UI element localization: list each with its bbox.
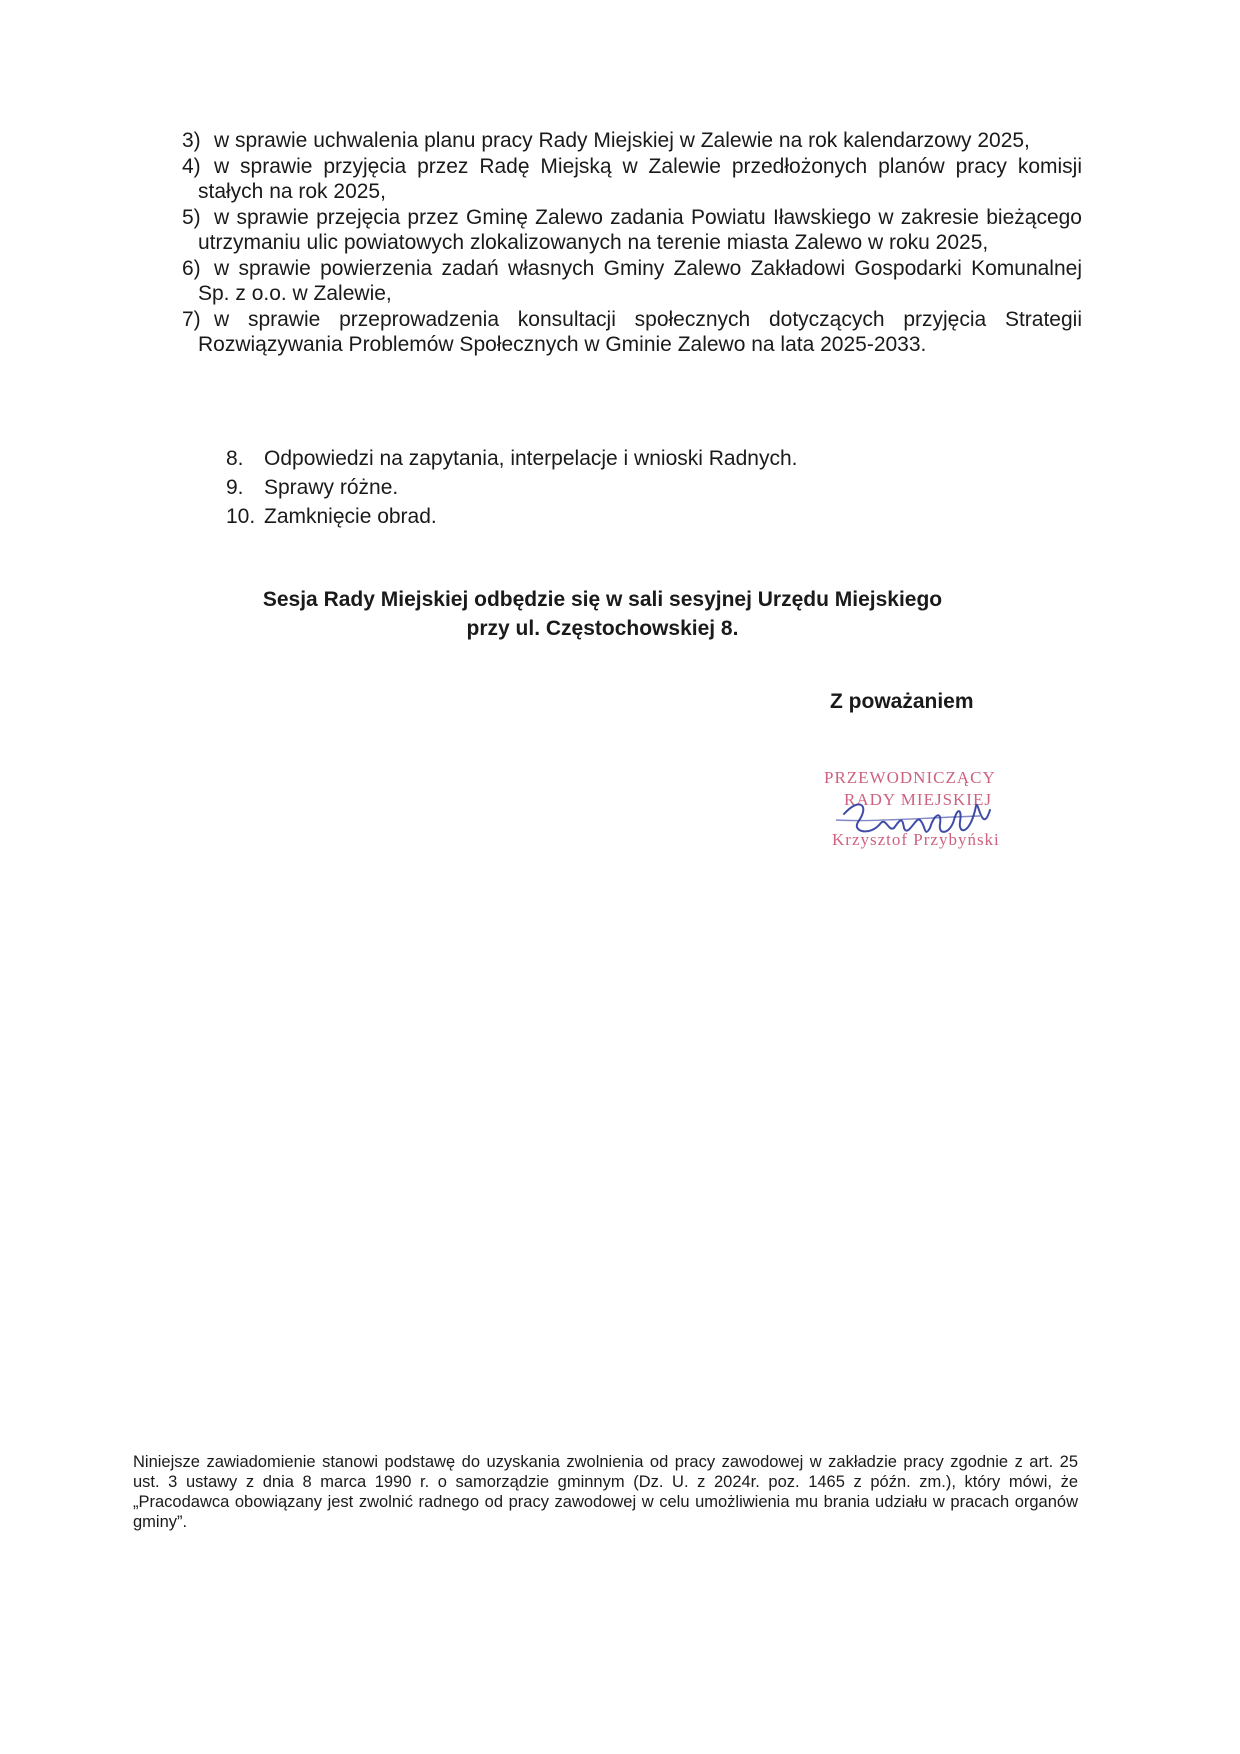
item-number: 8. — [226, 447, 244, 470]
stamp-name: Krzysztof Przybyński — [832, 830, 1000, 849]
item-number: 5) — [182, 206, 201, 229]
stamp-council: RADY MIEJSKIEJ — [844, 790, 992, 809]
closing-regards: Z poważaniem — [830, 690, 974, 713]
item-text: w sprawie przeprowadzenia konsultacji społecznych dotyczących przyjęcia Strategii Rozwiązywania Problemów Społecznych w Gminie Zalewo na lata 2025-2033. — [198, 308, 1082, 356]
stamp-title: PRZEWODNICZĄCY — [824, 768, 996, 787]
venue-line-1: Sesja Rady Miejskiej odbędzie się w sali sesyjnej Urzędu Miejskiego — [262, 588, 943, 611]
item-text: w sprawie powierzenia zadań własnych Gminy Zalewo Zakładowi Gospodarki Komunalnej Sp. z o.o. w Zalewie, — [198, 257, 1082, 305]
list-item — [182, 307, 1082, 357]
list-item — [226, 444, 797, 473]
list-item — [226, 502, 797, 531]
session-venue — [180, 585, 1025, 643]
item-number: 4) — [182, 155, 201, 178]
item-text: w sprawie przejęcia przez Gminę Zalewo zadania Powiatu Iławskiego w zakresie bieżącego utrzymaniu ulic powiatowych zlokalizowanych na terenie miasta Zalewo w roku 2025, — [198, 206, 1082, 254]
item-number: 3) — [182, 129, 201, 152]
item-number: 7) — [182, 308, 201, 331]
item-text: Zamknięcie obrad. — [264, 505, 437, 528]
venue-line-2: przy ul. Częstochowskiej 8. — [466, 617, 739, 640]
item-text: w sprawie uchwalenia planu pracy Rady Miejskiej w Zalewie na rok kalendarzowy 2025, — [214, 129, 1030, 152]
list-item — [182, 205, 1082, 255]
list-item — [182, 128, 1082, 153]
item-number: 6) — [182, 257, 201, 280]
agenda-list — [226, 444, 797, 531]
list-item — [182, 154, 1082, 204]
item-number: 9. — [226, 476, 244, 499]
item-text: Odpowiedzi na zapytania, interpelacje i wnioski Radnych. — [264, 447, 798, 470]
item-text: w sprawie przyjęcia przez Radę Miejską w Zalewie przedłożonych planów pracy komisji stałych na rok 2025, — [198, 155, 1082, 203]
signature-icon — [830, 776, 1010, 856]
list-item — [226, 473, 797, 502]
item-text: Sprawy różne. — [264, 476, 399, 499]
item-number: 10. — [226, 505, 256, 528]
list-item — [182, 256, 1082, 306]
legal-footnote: Niniejsze zawiadomienie stanowi podstawę do uzyskania zwolnienia od pracy zawodowej w zakładzie pracy zgodnie z art. 25 ust. 3 ustawy z dnia 8 marca 1990 r. o samorządzie gminnym (Dz. U. z 2024r. poz. 1465 z późn. zm.), który mówi, że „Pracodawca obowiązany jest zwolnić radnego od pracy zawodowej w celu umożliwienia mu brania udziału w pracach organów gminy”. — [133, 1453, 1078, 1531]
resolution-list — [182, 128, 1082, 358]
chairman-stamp — [820, 766, 1020, 856]
